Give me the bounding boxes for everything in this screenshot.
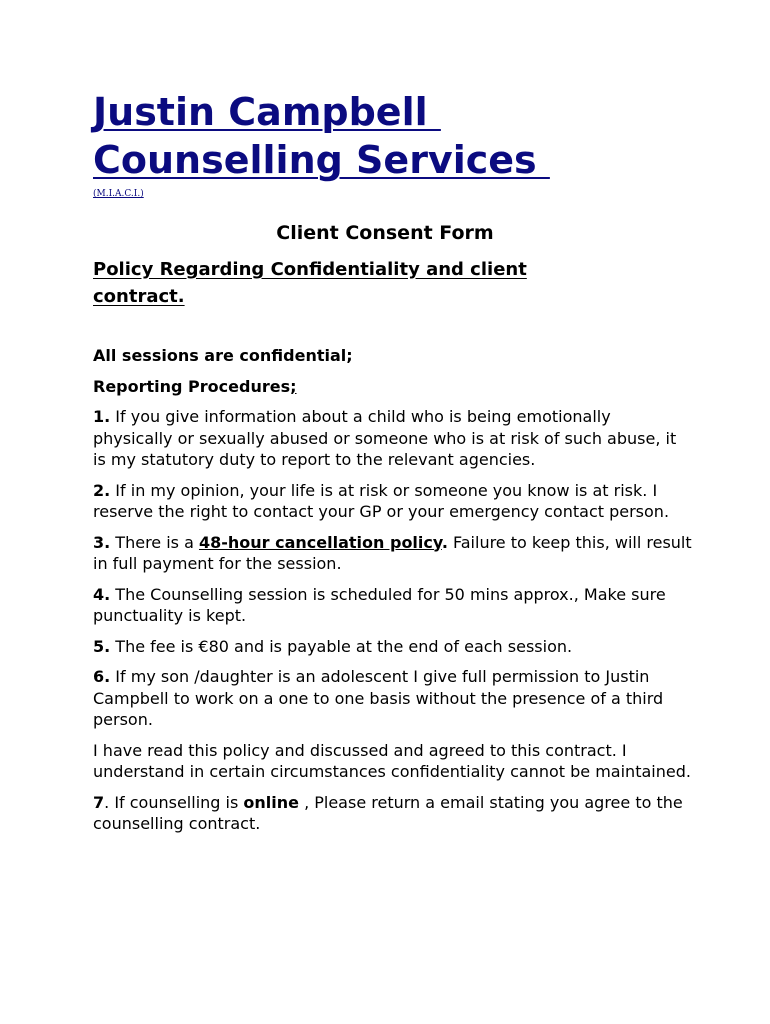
item-number: 6. <box>93 667 111 686</box>
item-number: 7 <box>93 792 105 812</box>
item-text: If in my opinion, your life is at risk or someone you know is at risk. I reserve the right to contact your GP or your emergency contact person. <box>93 480 670 521</box>
policy-item-5 <box>93 636 693 658</box>
form-title: Client Consent Form <box>276 222 494 244</box>
item-text-after: Failure to keep this, will result in full payment for the session. <box>93 532 692 573</box>
item-number: 2. <box>93 480 111 500</box>
sessions-statement: All sessions are confidential; <box>93 346 353 365</box>
item-text: The fee is €80 and is payable at the end of each session. <box>110 636 573 656</box>
item-text: If you give information about a child who is being emotionally physically or sexually abused or someone who is at risk of such abuse, it is my statutory duty to report to the relevant agencies. <box>93 407 677 469</box>
title-line-2: Counselling Services <box>93 138 550 182</box>
reporting-label: Reporting Procedures <box>93 376 291 396</box>
item-number: 3. <box>93 532 111 552</box>
reporting-punct: ; <box>290 376 297 396</box>
title-line-1: Justin Campbell <box>93 90 441 134</box>
policy-item-2 <box>93 480 693 523</box>
item-text: If my son /daughter is an adolescent I give full permission to Justin Campbell to work on a one to one basis without the presence of a third person. <box>93 667 664 729</box>
policy-item-7 <box>93 792 693 835</box>
item-text-before: There is a <box>110 532 199 552</box>
policy-item-1 <box>93 406 693 471</box>
item-text-after: , Please return a email stating you agree to the counselling contract. <box>93 792 683 833</box>
agreement-statement: I have read this policy and discussed and agreed to this contract. I understand in certain circumstances confidentiality cannot be maintained. <box>93 740 691 781</box>
item-text-before: . If counselling is <box>104 792 244 812</box>
online-emphasis: online <box>243 792 299 812</box>
item-number: 4. <box>93 584 111 604</box>
document-title <box>93 88 693 184</box>
policy-item-4 <box>93 584 693 627</box>
credential-subtitle: (M.I.A.C.I.) <box>93 189 144 199</box>
item-text-bold-period: . <box>441 532 448 552</box>
reporting-procedures-heading <box>93 376 693 398</box>
cancellation-policy-emphasis: 48-hour cancellation policy <box>198 532 442 552</box>
item-number: 1. <box>93 407 111 426</box>
item-text: The Counselling session is scheduled for 50 mins approx., Make sure punctuality is kept. <box>93 584 666 625</box>
policy-heading: Policy Regarding Confidentiality and client contract. <box>93 259 527 307</box>
policy-item-3 <box>93 532 693 575</box>
document-page <box>93 88 693 835</box>
policy-item-6 <box>93 666 693 731</box>
item-number: 5. <box>93 636 111 656</box>
